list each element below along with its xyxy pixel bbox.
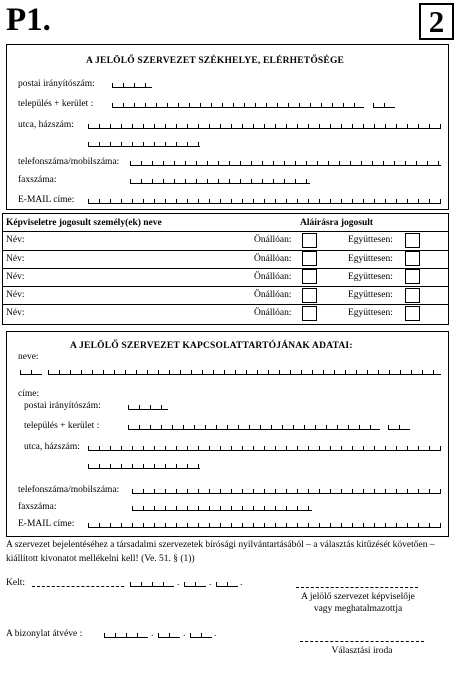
email-label: E-MAIL címe: bbox=[18, 195, 75, 205]
table-divider bbox=[2, 231, 448, 232]
receipt-year-field[interactable] bbox=[104, 633, 148, 638]
phone-field[interactable] bbox=[130, 161, 441, 166]
contact-name-field-b[interactable] bbox=[48, 370, 441, 375]
alone-label: Önállóan: bbox=[254, 272, 292, 282]
street-field[interactable] bbox=[88, 124, 441, 129]
email-field[interactable] bbox=[88, 199, 441, 204]
town-field[interactable] bbox=[112, 103, 364, 108]
town-label: település + kerület : bbox=[18, 99, 94, 109]
contact-fax-field[interactable] bbox=[132, 506, 312, 511]
dot-separator: . bbox=[177, 578, 180, 588]
fax-label: faxszáma: bbox=[18, 175, 57, 185]
contact-postal-code-field[interactable] bbox=[128, 405, 168, 410]
dated-day-field[interactable] bbox=[216, 582, 238, 587]
alone-label: Önállóan: bbox=[254, 254, 292, 264]
name-label: Név: bbox=[6, 235, 25, 245]
receipt-label: A bizonylat átvéve : bbox=[6, 629, 83, 639]
page-number: 2 bbox=[419, 3, 454, 40]
receipt-month-field[interactable] bbox=[158, 633, 180, 638]
dated-year-field[interactable] bbox=[130, 582, 174, 587]
dot-separator: . bbox=[151, 629, 154, 639]
contact-district-field[interactable] bbox=[388, 425, 410, 430]
fax-field[interactable] bbox=[130, 179, 310, 184]
joint-label: Együttesen: bbox=[348, 272, 393, 282]
joint-checkbox[interactable] bbox=[405, 251, 420, 266]
joint-label: Együttesen: bbox=[348, 235, 393, 245]
dot-separator: . bbox=[209, 578, 212, 588]
signature-caption-line1: A jelölő szervezet képviselője bbox=[301, 592, 415, 602]
form-code: P1. bbox=[6, 2, 51, 38]
row-divider bbox=[2, 250, 448, 251]
seat-section-title: A JELÖLŐ SZERVEZET SZÉKHELYE, ELÉRHETŐSÉGE bbox=[86, 56, 345, 66]
phone-label: telefonszáma/mobilszáma: bbox=[18, 157, 120, 167]
street-label: utca, házszám: bbox=[18, 120, 74, 130]
joint-label: Együttesen: bbox=[348, 254, 393, 264]
alone-checkbox[interactable] bbox=[302, 306, 317, 321]
contact-address-label: címe: bbox=[18, 389, 40, 399]
name-label: Név: bbox=[6, 272, 25, 282]
representatives-name-header: Képviseletre jogosult személy(ek) neve bbox=[6, 218, 162, 228]
contact-town-field[interactable] bbox=[128, 425, 380, 430]
dot-separator: . bbox=[240, 578, 243, 588]
contact-email-field[interactable] bbox=[88, 523, 441, 528]
alone-label: Önállóan: bbox=[254, 290, 292, 300]
contact-street-field[interactable] bbox=[88, 446, 441, 451]
district-field[interactable] bbox=[373, 103, 395, 108]
contact-postal-code-label: postai irányítószám: bbox=[24, 401, 101, 411]
contact-town-label: település + kerület : bbox=[24, 421, 100, 431]
alone-label: Önállóan: bbox=[254, 308, 292, 318]
alone-checkbox[interactable] bbox=[302, 251, 317, 266]
row-divider bbox=[2, 304, 448, 305]
joint-checkbox[interactable] bbox=[405, 288, 420, 303]
joint-checkbox[interactable] bbox=[405, 306, 420, 321]
name-label: Név: bbox=[6, 308, 25, 318]
signature-caption-line2: vagy meghatalmazottja bbox=[313, 604, 403, 614]
name-label: Név: bbox=[6, 254, 25, 264]
contact-name-field-a[interactable] bbox=[20, 370, 42, 375]
postal-code-field[interactable] bbox=[112, 83, 152, 88]
row-divider bbox=[2, 268, 448, 269]
contact-phone-field[interactable] bbox=[132, 489, 441, 494]
postal-code-label: postai irányítószám: bbox=[18, 79, 95, 89]
contact-email-label: E-MAIL címe: bbox=[18, 519, 75, 529]
dot-separator: . bbox=[214, 629, 217, 639]
joint-label: Együttesen: bbox=[348, 290, 393, 300]
representatives-sign-header: Aláírásra jogosult bbox=[300, 218, 374, 228]
signature-line[interactable] bbox=[296, 587, 418, 588]
alone-checkbox[interactable] bbox=[302, 288, 317, 303]
dated-label: Kelt: bbox=[6, 578, 25, 588]
joint-checkbox[interactable] bbox=[405, 233, 420, 248]
contact-street-field-line2[interactable] bbox=[88, 464, 200, 469]
contact-phone-label: telefonszáma/mobilszáma: bbox=[18, 485, 120, 495]
alone-checkbox[interactable] bbox=[302, 269, 317, 284]
contact-section-title: A JELÖLŐ SZERVEZET KAPCSOLATTARTÓJÁNAK ADATAI: bbox=[70, 341, 353, 351]
name-label: Név: bbox=[6, 290, 25, 300]
row-divider bbox=[2, 286, 448, 287]
dot-separator: . bbox=[183, 629, 186, 639]
receipt-day-field[interactable] bbox=[190, 633, 212, 638]
joint-label: Együttesen: bbox=[348, 308, 393, 318]
dated-place-field[interactable] bbox=[32, 586, 124, 587]
alone-label: Önállóan: bbox=[254, 235, 292, 245]
street-field-line2[interactable] bbox=[88, 142, 200, 147]
office-signature-line[interactable] bbox=[300, 641, 424, 642]
contact-name-label: neve: bbox=[18, 352, 39, 362]
contact-street-label: utca, házszám: bbox=[24, 442, 80, 452]
office-caption: Választási iroda bbox=[331, 646, 393, 656]
attachment-note: A szervezet bejelentéséhez a társadalmi szervezetek bírósági nyilvántartásából – a választás kitűzését követően – kiállított kivonatot mellékelni kell! (Ve. 51. § (1)) bbox=[6, 540, 435, 564]
joint-checkbox[interactable] bbox=[405, 269, 420, 284]
alone-checkbox[interactable] bbox=[302, 233, 317, 248]
dated-month-field[interactable] bbox=[184, 582, 206, 587]
contact-fax-label: faxszáma: bbox=[18, 502, 57, 512]
